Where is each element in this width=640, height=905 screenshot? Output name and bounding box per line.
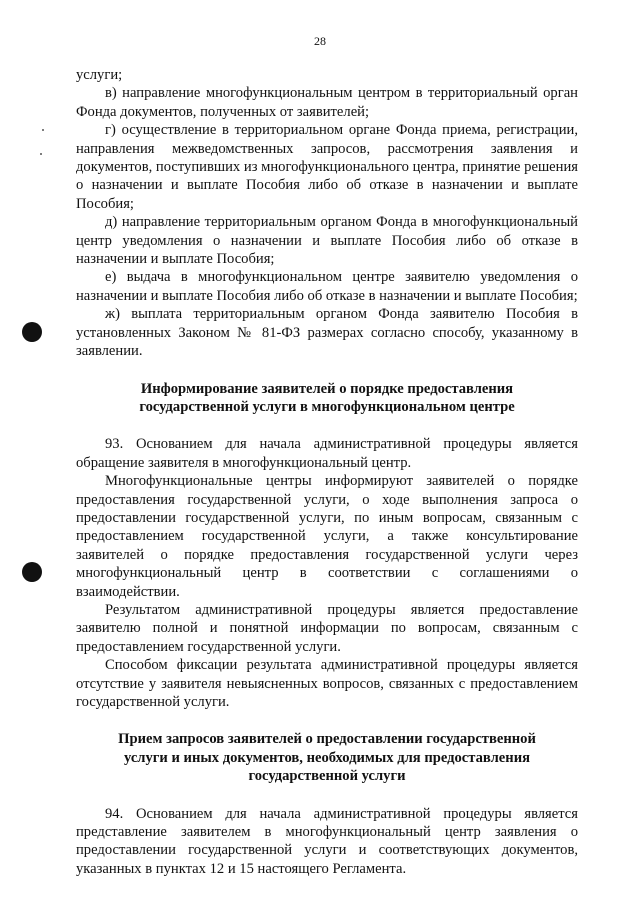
section-heading-informing (76, 380, 578, 417)
list-item-continuation: услуги; (76, 67, 123, 83)
section-heading-reception (76, 730, 578, 785)
paragraph-fixation: Способом фиксации результата административной процедуры является отсутствие у заявителя невыясненных вопросов, связанных с предоставлением государственной услуги. (76, 657, 578, 710)
list-item-zh: ж) выплата территориальным органом Фонда заявителю Пособия в установленных Законом № 81-ФЗ размерах согласно способу, указанному в заявлении. (76, 306, 578, 360)
heading-line: Информирование заявителей о порядке предоставления (140, 380, 514, 397)
document-body (76, 66, 578, 878)
scan-speck (42, 129, 44, 131)
list-item-v: в) направление многофункциональным центром в территориальный орган Фонда документов, полученных от заявителей; (76, 85, 578, 120)
paragraph-informing: Многофункциональные центры информируют заявителей о порядке предоставления государственной услуги, о ходе выполнения запроса о предоставлении государственной услуги, по иным вопросам, связанным с предоставлением государственной услуги, а также консультирование заявителей о порядке предоставления государственной услуги через многофункциональный центр в соответствии с соглашениями о взаимодействии. (76, 473, 578, 600)
paragraph-93: 93. Основанием для начала административной процедуры является обращение заявителя в многофункциональный центр. (76, 436, 578, 471)
list-item-d: д) направление территориальным органом Фонда в многофункциональный центр уведомления о назначении и выплате Пособия либо об отказе в назначении и выплате Пособия; (76, 214, 578, 268)
heading-line: Прием запросов заявителей о предоставлении государственной (118, 731, 536, 748)
list-item-g: г) осуществление в территориальном органе Фонда приема, регистрации, направления межведомственных запросов, рассмотрения заявления и документов, поступивших из многофункционального центра, принятие решения о назначении и выплате Пособия либо об отказе в назначении и выплате Пособия; (76, 122, 578, 212)
paragraph-result: Результатом административной процедуры является предоставление заявителю полной и понятной информации по вопросам, связанным с предоставлением государственной услуги. (76, 601, 578, 655)
list-item-e: е) выдача в многофункциональном центре заявителю уведомления о назначении и выплате Пособия либо об отказе в назначении и выплате Пособия; (76, 269, 578, 304)
heading-line: услуги и иных документов, необходимых для предоставления (123, 749, 530, 766)
heading-line: государственной услуги (248, 768, 406, 785)
page-number: 28 (314, 34, 326, 48)
paragraph-94: 94. Основанием для начала административной процедуры является представление заявителем в многофункциональный центр заявления о предоставлении государственной услуги и соответствующих документов, указанных в пунктах 12 и 15 настоящего Регламента. (76, 805, 578, 877)
punch-hole-bottom (22, 562, 42, 582)
scan-speck (40, 153, 42, 155)
heading-line: государственной услуги в многофункциональном центре (139, 398, 515, 415)
punch-hole-top (22, 322, 42, 342)
